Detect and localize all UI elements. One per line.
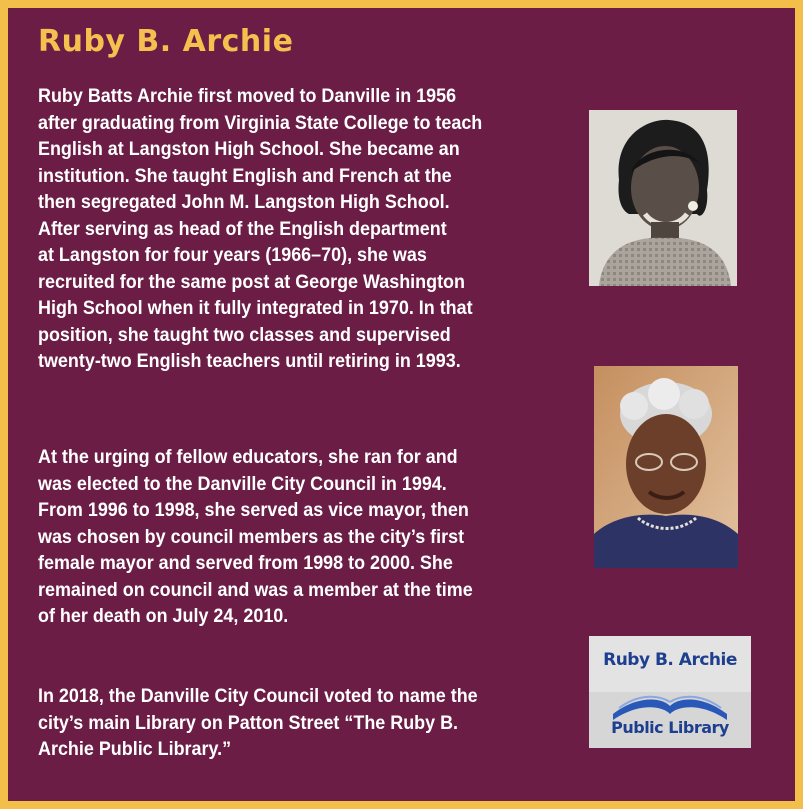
bio-paragraph-career: Ruby Batts Archie first moved to Danville in 1956 after graduating from Virginia State College to teach English at Langston High School. She became an institution. She taught English and French at the then segregated John M. Langston High School. After serving as head of the English department at Langston for four years (1966–70), she was recruited for the same post at George Washington High School when it fully integrated in 1970. In that position, she taught two classes and supervised twenty-two English teachers until retiring in 1993. <box>38 86 483 372</box>
bio-paragraph-council: At the urging of fellow educators, she ran for and was elected to the Danville City Council in 1994. From 1996 to 1998, she served as vice mayor, then was chosen by council members as the city’s first female mayor and served from 1998 to 2000. She remained on council and was a member at the time of her death on July 24, 2010. <box>38 447 473 627</box>
bio-paragraph-library: In 2018, the Danville City Council voted to name the city’s main Library on Patton Street “The Ruby B. Archie Public Library.” <box>38 686 478 760</box>
portrait-older-photo <box>594 366 738 568</box>
sign-library-text: Public Library <box>611 718 729 737</box>
library-sign-photo <box>589 636 751 748</box>
portrait-young-photo <box>589 110 737 286</box>
page-title: Ruby B. Archie <box>38 24 294 59</box>
sign-name-text: Ruby B. Archie <box>603 650 737 670</box>
